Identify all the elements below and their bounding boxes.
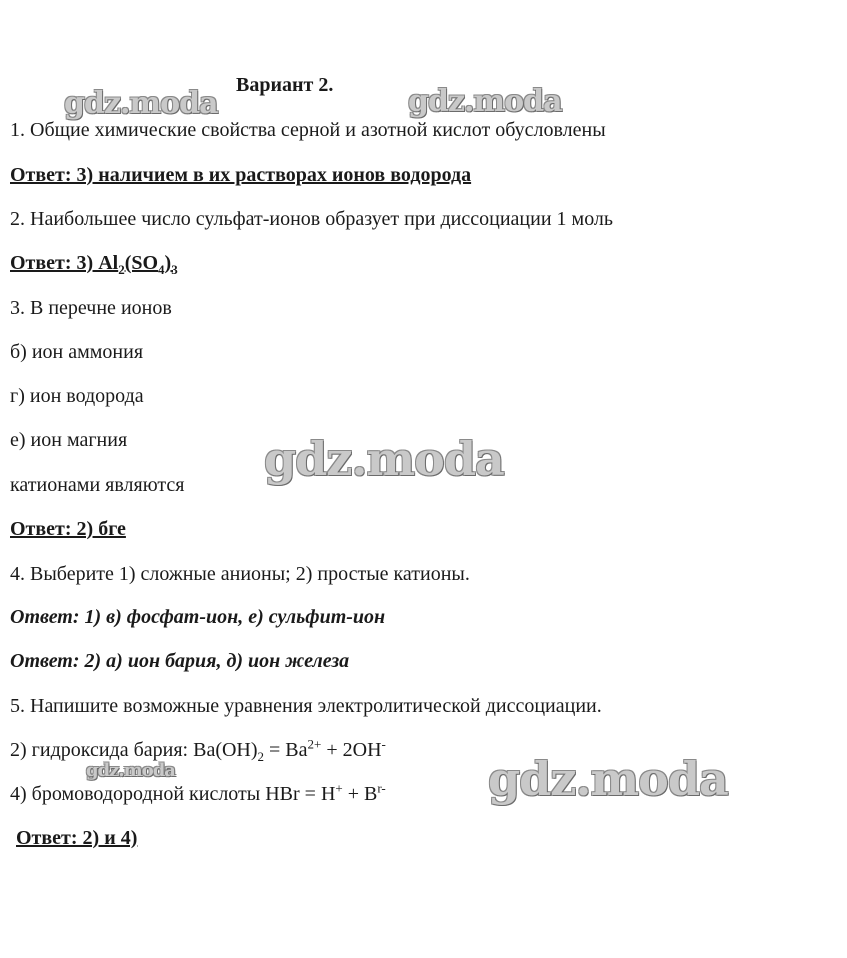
equation-4-sup1: + — [335, 780, 343, 796]
answer-2-close: ) — [164, 252, 172, 274]
equation-4-prefix: 4) бромоводородной кислоты HBr = H — [10, 783, 336, 805]
answer-3: Ответ: 2) бге — [10, 518, 126, 540]
answer-4-2: Ответ: 2) а) ион бария, д) ион железа — [10, 650, 350, 672]
question-4: 4. Выберите 1) сложные анионы; 2) простые катионы. — [10, 563, 470, 585]
equation-4-sup2: r- — [377, 780, 386, 796]
question-5: 5. Напишите возможные уравнения электролитической диссоциации. — [10, 695, 602, 717]
question-3-item-e: е) ион магния — [10, 429, 128, 451]
question-3-tail: катионами являются — [10, 474, 185, 496]
question-1: 1. Общие химические свойства серной и азотной кислот обусловлены — [10, 119, 606, 141]
answer-2-mid: (SO — [124, 252, 159, 274]
answer-5: Ответ: 2) и 4) — [16, 827, 138, 849]
watermark-1: gdz.moda — [64, 86, 218, 121]
watermark-2: gdz.moda — [408, 84, 562, 119]
equation-2-mid2: + 2OH — [321, 739, 382, 761]
equation-2-mid: = Ba — [264, 739, 308, 761]
equation-2-prefix: 2) гидроксида бария: Ba(OH) — [10, 739, 258, 761]
watermark-4: gdz.moda — [86, 760, 175, 781]
answer-2-sub3: 3 — [171, 262, 178, 277]
answer-2 — [10, 251, 178, 275]
question-3-item-g: г) ион водорода — [10, 385, 144, 407]
question-3: 3. В перечне ионов — [10, 297, 172, 319]
watermark-5: gdz.moda — [488, 752, 728, 806]
page-title: Вариант 2. — [236, 74, 334, 96]
equation-4 — [10, 782, 386, 806]
answer-2-prefix: Ответ: 3) Al — [10, 252, 119, 274]
equation-2-sub: 2 — [257, 749, 265, 764]
answer-4-1: Ответ: 1) в) фосфат-ион, е) сульфит-ион — [10, 606, 386, 628]
equation-2-sup1: 2+ — [307, 736, 322, 752]
answer-1: Ответ: 3) наличием в их растворах ионов водорода — [10, 164, 472, 186]
watermark-3: gdz.moda — [264, 432, 504, 486]
equation-2 — [10, 738, 386, 762]
answer-2-sub2: 4 — [158, 262, 165, 277]
equation-4-mid: + B — [342, 783, 378, 805]
question-2: 2. Наибольшее число сульфат-ионов образует при диссоциации 1 моль — [10, 208, 614, 230]
equation-2-sup2: - — [381, 736, 386, 752]
answer-2-sub1: 2 — [118, 262, 125, 277]
question-3-item-b: б) ион аммония — [10, 341, 144, 363]
